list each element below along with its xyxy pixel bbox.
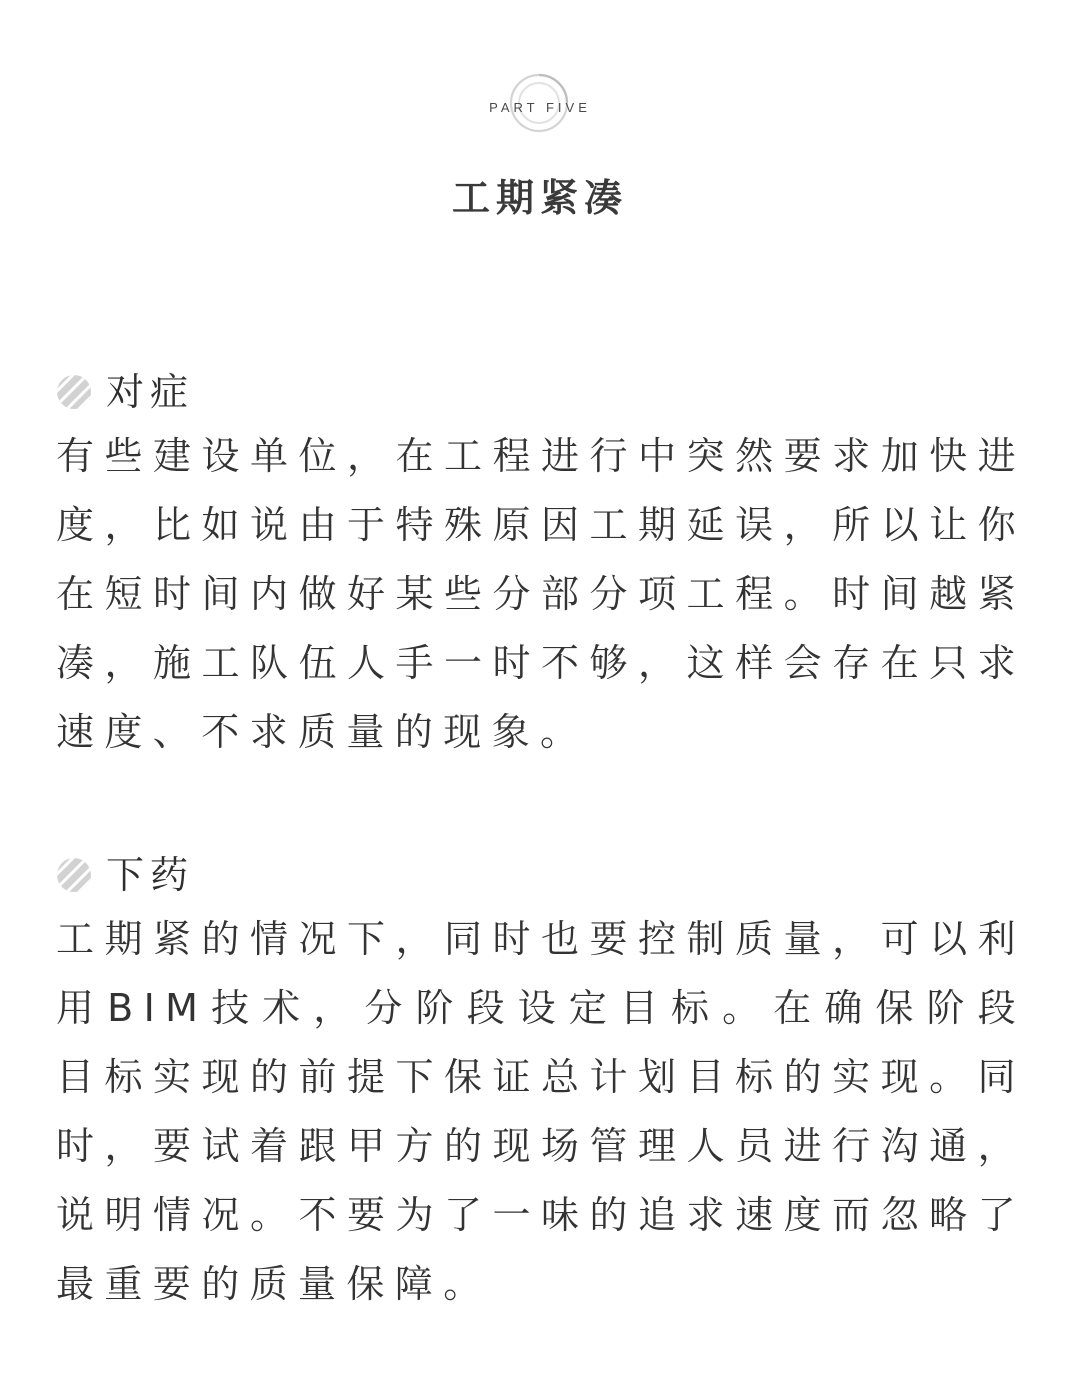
section-body: 有些建设单位，在工程进行中突然要求加快进度，比如说由于特殊原因工期延误，所以让你在短时间内做好某些分部分项工程。时间越紧凑，施工队伍人手一时不够，这样会存在只求速度、不求质量的现象。 bbox=[56, 434, 1026, 754]
striped-circle-icon bbox=[56, 374, 92, 410]
section-heading-label: 下药 bbox=[106, 853, 195, 897]
section-heading bbox=[56, 362, 1026, 422]
section-heading bbox=[56, 845, 1026, 905]
part-label: PART FIVE bbox=[489, 100, 591, 115]
section-heading-label: 对症 bbox=[106, 370, 195, 414]
striped-circle-icon bbox=[56, 857, 92, 893]
section-body: 工期紧的情况下，同时也要控制质量，可以利用BIM技术，分阶段设定目标。在确保阶段目标实现的前提下保证总计划目标的实现。同时，要试着跟甲方的现场管理人员进行沟通，说明情况。不要为了一味的追求速度而忽略了最重要的质量保障。 bbox=[56, 917, 1026, 1306]
section-diagnosis bbox=[56, 362, 1026, 767]
page-title: 工期紧凑 bbox=[451, 176, 628, 220]
section-remedy bbox=[56, 845, 1026, 1319]
part-header bbox=[0, 70, 1080, 140]
